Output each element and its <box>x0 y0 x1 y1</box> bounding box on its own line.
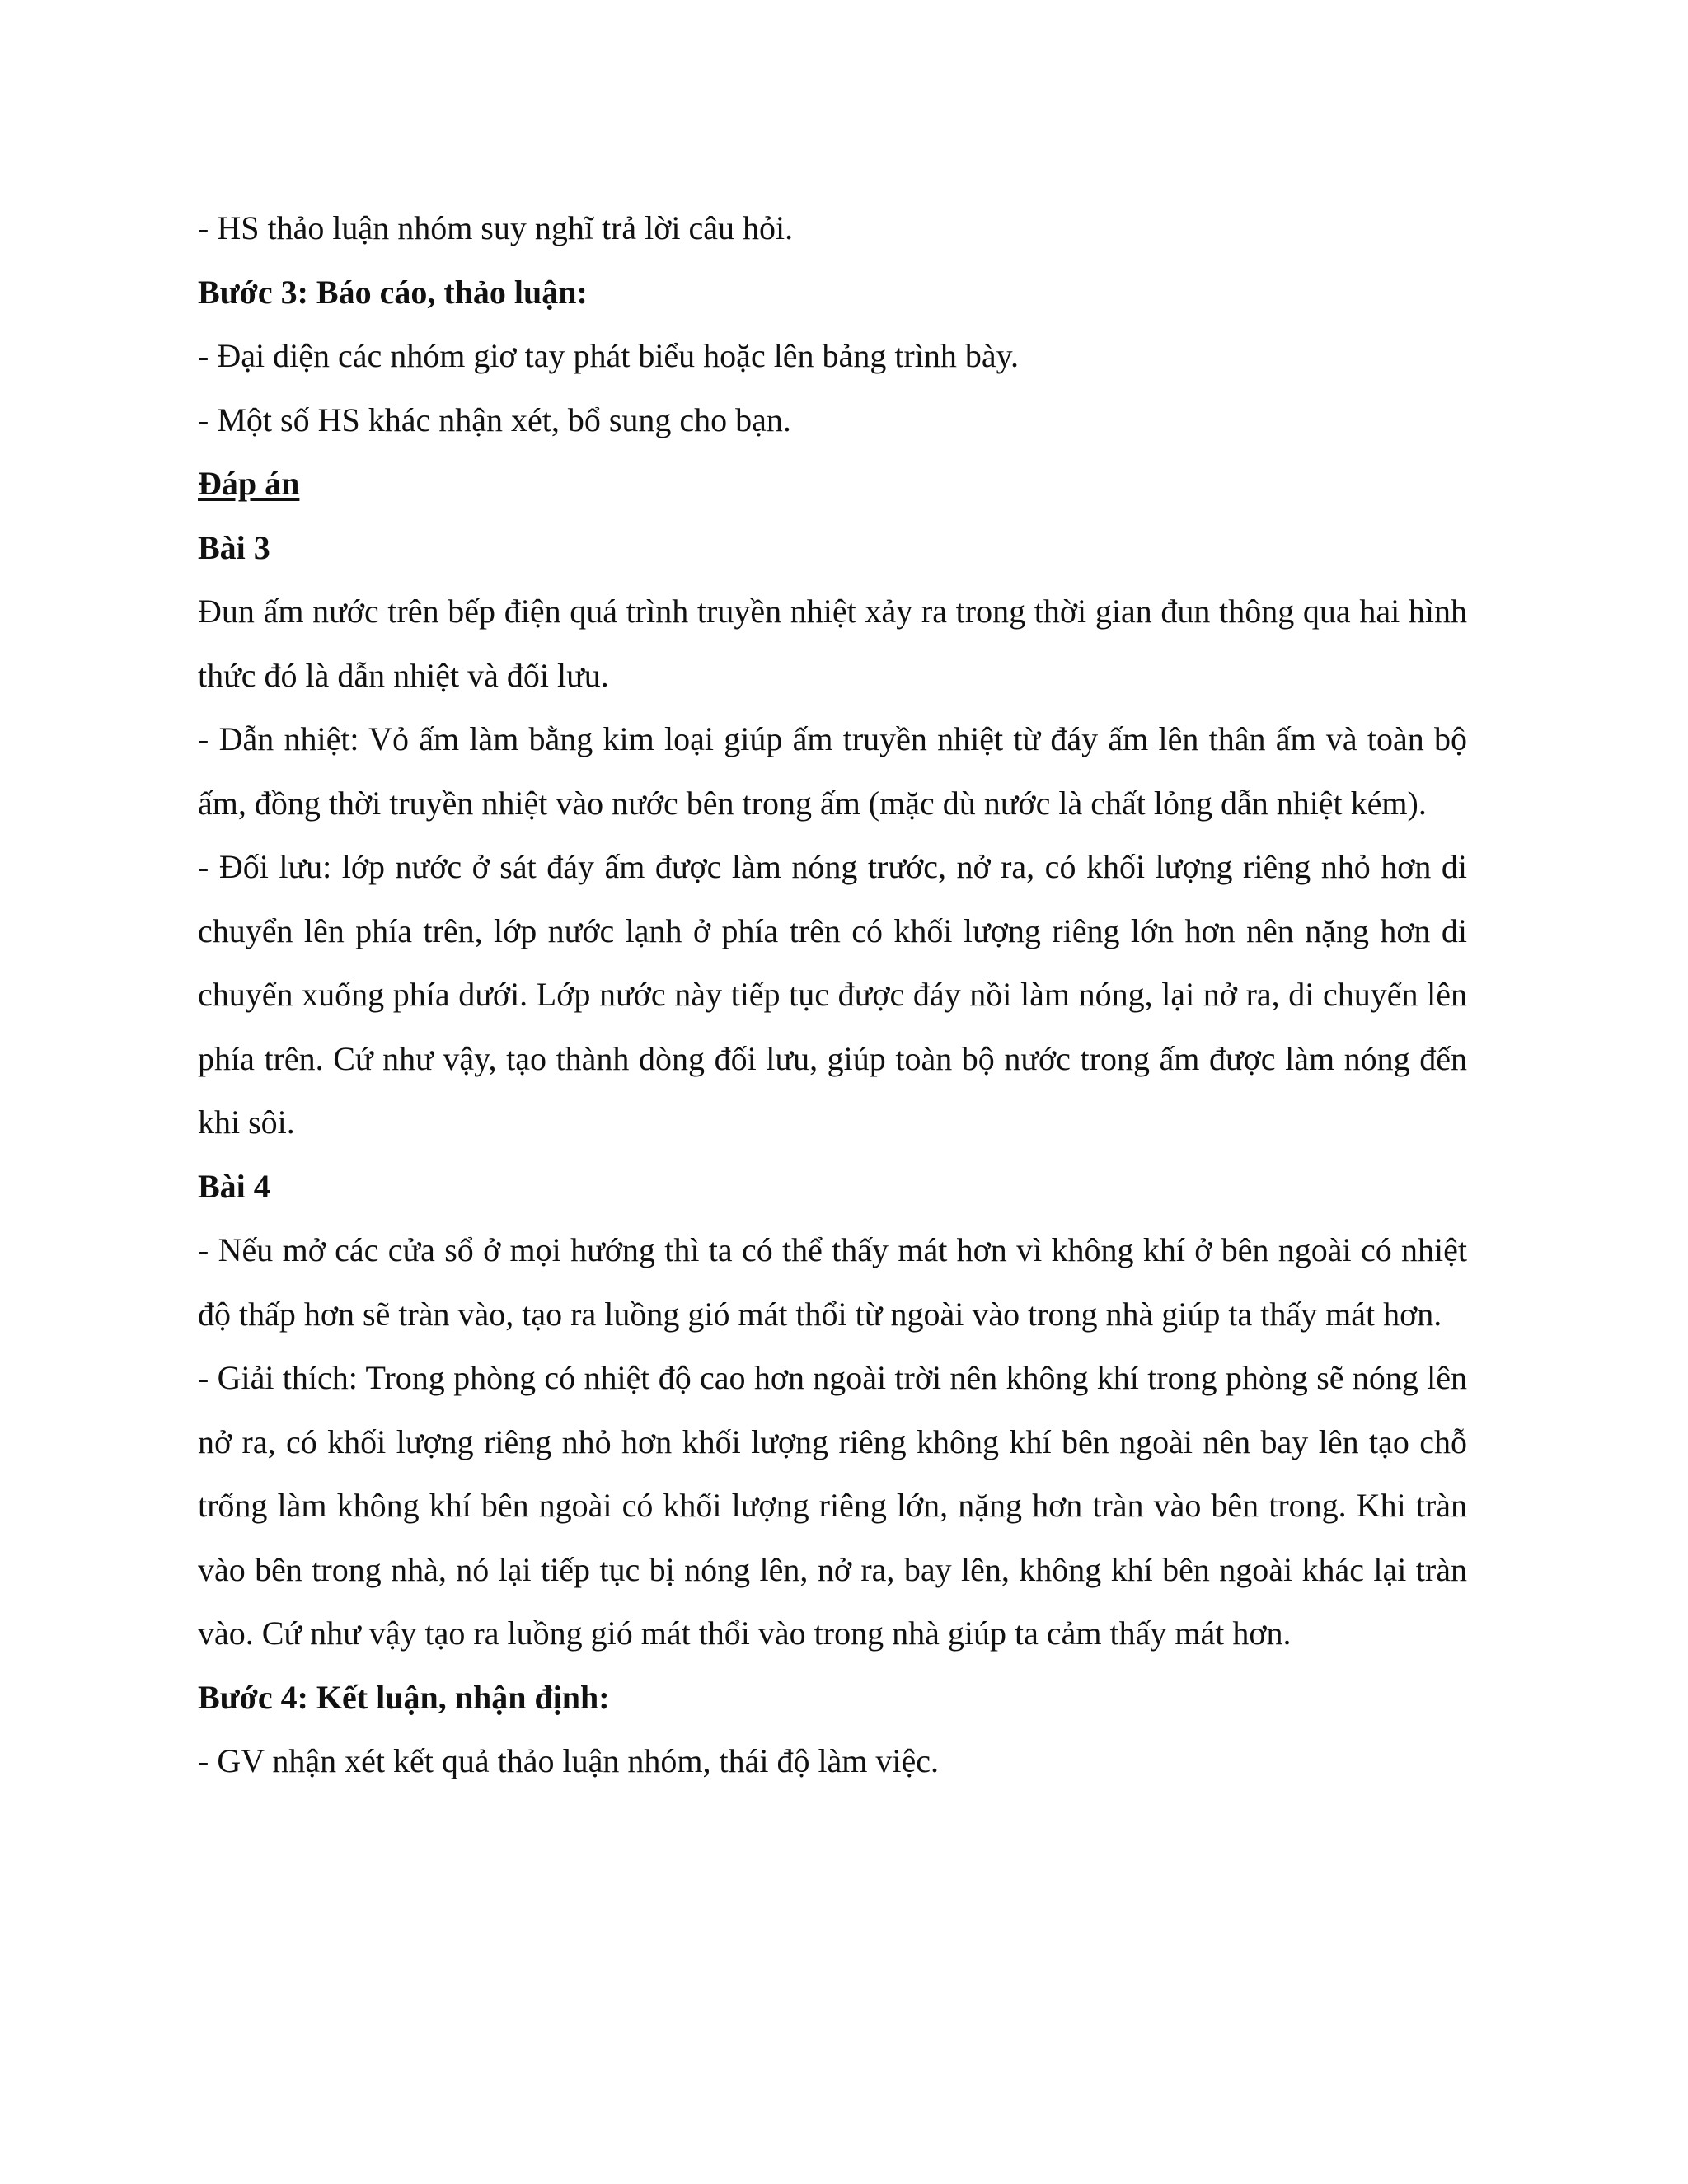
bai4-answer-paragraph: - Nếu mở các cửa sổ ở mọi hướng thì ta có thể thấy mát hơn vì không khí ở bên ngoài có nhiệt độ thấp hơn sẽ tràn vào, tạo ra luồng gió mát thổi từ ngoài vào trong nhà giúp ta thấy mát hơn. <box>198 1231 1467 1333</box>
step4-heading: Bước 4: Kết luận, nhận định: <box>198 1678 610 1716</box>
answer-heading: Đáp án <box>198 465 300 502</box>
text-line-discussion: - HS thảo luận nhóm suy nghĩ trả lời câu hỏi. <box>198 209 794 246</box>
bai4-explanation-paragraph: - Giải thích: Trong phòng có nhiệt độ cao hơn ngoài trời nên không khí trong phòng sẽ nóng lên nở ra, có khối lượng riêng nhỏ hơn khối lượng riêng không khí bên ngoài nên bay lên tạo chỗ trống làm không khí bên ngoài có khối lượng riêng lớn, nặng hơn tràn vào bên trong. Khi tràn vào bên trong nhà, nó lại tiếp tục bị nóng lên, nở ra, bay lên, không khí bên ngoài khác lại tràn vào. Cứ như vậy tạo ra luồng gió mát thổi vào trong nhà giúp ta cảm thấy mát hơn. <box>198 1359 1467 1652</box>
bai3-convection-paragraph: - Đối lưu: lớp nước ở sát đáy ấm được làm nóng trước, nở ra, có khối lượng riêng nhỏ hơn di chuyển lên phía trên, lớp nước lạnh ở phía trên có khối lượng riêng lớn hơn nên nặng hơn di chuyển xuống phía dưới. Lớp nước này tiếp tục được đáy nồi làm nóng, lại nở ra, di chuyển lên phía trên. Cứ như vậy, tạo thành dòng đối lưu, giúp toàn bộ nước trong ấm được làm nóng đến khi sôi. <box>198 848 1467 1141</box>
bai3-conduction-paragraph: - Dẫn nhiệt: Vỏ ấm làm bằng kim loại giúp ấm truyền nhiệt từ đáy ấm lên thân ấm và toàn bộ ấm, đồng thời truyền nhiệt vào nước bên trong ấm (mặc dù nước là chất lỏng dẫn nhiệt kém). <box>198 720 1467 822</box>
step3-heading: Bước 3: Báo cáo, thảo luận: <box>198 273 588 311</box>
step4-item-review: - GV nhận xét kết quả thảo luận nhóm, thái độ làm việc. <box>198 1742 940 1779</box>
bai4-heading: Bài 4 <box>198 1167 270 1205</box>
bai3-heading: Bài 3 <box>198 528 270 566</box>
document-page <box>198 196 1467 1793</box>
step3-item-comment: - Một số HS khác nhận xét, bổ sung cho bạn. <box>198 401 791 438</box>
bai3-intro-paragraph: Đun ấm nước trên bếp điện quá trình truyền nhiệt xảy ra trong thời gian đun thông qua hai hình thức đó là dẫn nhiệt và đối lưu. <box>198 593 1467 694</box>
step3-item-represent: - Đại diện các nhóm giơ tay phát biểu hoặc lên bảng trình bày. <box>198 337 1020 374</box>
